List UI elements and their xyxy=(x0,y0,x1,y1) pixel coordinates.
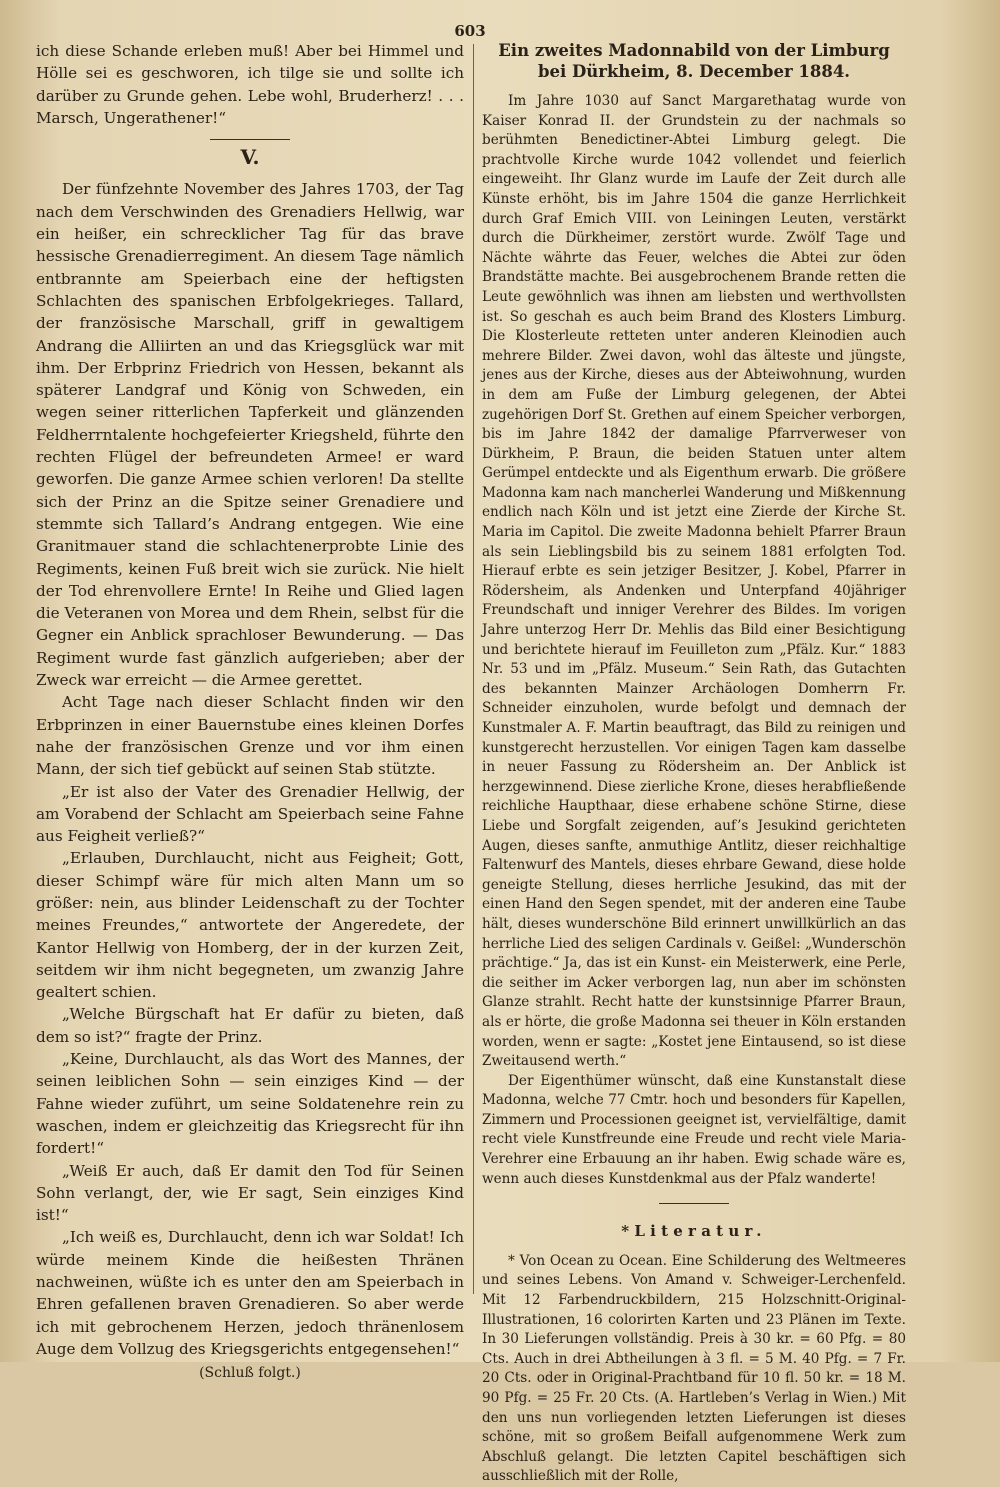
story-paragraph: „Ich weiß es, Durchlaucht, denn ich war Soldat! Ich würde meinem Kinde die heißesten Thränen nachweinen, wüßte ich es unter den am Speierbach in Ehren gefallenen braven Grenadieren. So aber werde ich mit gebrochenem Herzen, jedoch thränenlosem Auge dem Vollzug des Kriegsgerichts entgegensehen!“ xyxy=(36,1228,464,1358)
article-title: Ein zweites Madonnabild von der Limburg bei Dürkheim, 8. December 1884. xyxy=(498,41,890,81)
story-paragraph: Der fünfzehnte November des Jahres 1703, der Tag nach dem Verschwinden des Grenadiers Hellwig, war ein heißer, ein schrecklicher Tag für das brave hessische Grenadierregiment. An diesem Tage nämlich entbrannte am Speierbach eine der heftigsten Schlachten des spanischen Erbfolgekrieges. Tallard, der französische Marschall, griff in gewaltigem Andrang die Alliirten an und das Kriegsglück war mit ihm. Der Erbprinz Friedrich von Hessen, bekannt als späterer Landgraf und König von Schweden, ein wegen seiner ritterlichen Tapferkeit und glänzenden Feldherrntalente hochgefeierter Kriegsheld, führte den rechten Flügel der befreundeten Armee! er ward geworfen. Die ganze Armee schien verloren! Da stellte sich der Prinz an die Spitze seiner Grenadiere und stemmte sich Tallard’s Andrang entgegen. Wie eine Granitmauer stand die schlachtenerprobte Linie des Regiments, keinen Fuß breit wich sie zurück. Nie hielt der Tod ehrenvollere Ernte! In Reihe und Glied lagen die Veteranen von Morea und dem Rhein, selbst für die Gegner ein Anblick sprachloser Bewunderung. — Das Regiment wurde fast gänzlich aufgerieben; aber der Zweck war erreicht — die Armee gerettet. xyxy=(36,180,464,690)
story-paragraph: Acht Tage nach dieser Schlacht finden wir den Erbprinzen in einer Bauernstube eines kleinen Dorfes nahe der französischen Grenze und vor ihm einen Mann, der sich tief gebückt auf seinen Stab stützte. xyxy=(36,693,464,779)
article-end-rule xyxy=(659,1203,729,1204)
story-paragraph: „Er ist also der Vater des Grenadier Hellwig, der am Vorabend der Schlacht am Speierbach seine Fahne aus Feigheit verließ?“ xyxy=(36,782,464,846)
literature-heading: *Literatur. xyxy=(621,1222,767,1241)
section-divider xyxy=(210,139,290,140)
story-paragraph: „Keine, Durchlaucht, als das Wort des Mannes, der seinen leiblichen Sohn — sein einziges Kind — der Fahne wieder zuführt, um seine Soldatenehre rein zu waschen, indem er gleichzeitig das Kriegsrecht für ihn fordert!“ xyxy=(36,1050,464,1158)
right-column xyxy=(482,40,906,1487)
article-paragraph: Der Eigenthümer wünscht, daß eine Kunstanstalt diese Madonna, welche 77 Cmtr. hoch und besonders für Kapellen, Zimmern und Processionen geeignet ist, vervielfältige, damit recht viele Kunstfreunde eine Freude und recht viele Maria-Verehrer eine Erbauung an ihr haben. Ewig schade wäre es, wenn auch dieses Kunstdenkmal aus der Pfalz wanderte! xyxy=(482,1072,906,1187)
story-paragraph: „Erlauben, Durchlaucht, nicht aus Feigheit; Gott, dieser Schimpf wäre für mich alten Mann um so größer: nein, aus blinder Leidenschaft zu der Tochter meines Freundes,“ antwortete der Angeredete, der Kantor Hellwig von Homberg, der in der kurzen Zeit, seitdem wir ihm nicht begegneten, um zwanzig Jahre gealtert schien. xyxy=(36,849,464,1002)
intro-paragraph: ich diese Schande erleben muß! Aber bei Himmel und Hölle sei es geschworen, ich tilge sie und sollte ich darüber zu Grunde gehen. Lebe wohl, Bruderherz! . . . Marsch, Ungerathener!“ xyxy=(36,42,464,127)
story-paragraph: „Welche Bürgschaft hat Er dafür zu bieten, daß dem so ist?“ fragte der Prinz. xyxy=(36,1005,464,1046)
page-number: 603 xyxy=(454,22,486,40)
column-divider xyxy=(473,44,474,1294)
story-paragraph: „Weiß Er auch, daß Er damit den Tod für Seinen Sohn verlangt, der, wie Er sagt, Sein einziges Kind ist!“ xyxy=(36,1161,464,1225)
literature-paragraph: * Von Ocean zu Ocean. Eine Schilderung des Weltmeeres und seines Lebens. Von Amand v. Schweiger-Lerchenfeld. Mit 12 Farbendruckbildern, 215 Holzschnitt-Original-Illustrationen, 16 colorirten Karten und 23 Plänen im Texte. In 30 Lieferungen vollständig. Preis à 30 kr. = 60 Pfg. = 80 Cts. Auch in drei Abtheilungen à 3 fl. = 5 M. 40 Pfg. = 7 Fr. 20 Cts. oder in Original-Prachtband für 10 fl. 50 kr. = 18 M. 90 Pfg. = 25 Fr. 20 Cts. (A. Hartleben’s Verlag in Wien.) Mit den uns nun vorliegenden letzten Lieferungen ist dieses schöne, mit so großem Beifall aufgenommene Werk zum Abschluß gelangt. Die letzten Capitel beschäftigen sich ausschließlich mit der Rolle, xyxy=(482,1252,906,1485)
left-column xyxy=(36,40,464,1385)
article-paragraph: Im Jahre 1030 auf Sanct Margarethatag wurde von Kaiser Konrad II. der Grundstein zu der nachmals so berühmten Benedictiner-Abtei Limburg gelegt. Die prachtvolle Kirche wurde 1042 vollendet und feierlich eingeweiht. Ihr Glanz wurde im Laufe der Zeit durch alle Künste erhöht, bis im Jahre 1504 die ganze Herrlichkeit durch Graf Emich VIII. von Leiningen Leuten, verstärkt durch die Dürkheimer, zerstört wurde. Zwölf Tage und Nächte währte das Feuer, welches die Abtei zur öden Brandstätte machte. Bei ausgebrochenem Brande retten die Leute gewöhnlich was ihnen am liebsten und werthvollsten ist. So geschah es auch beim Brand des Klosters Limburg. Die Klosterleute retteten unter anderen Kleinodien auch mehrere Bilder. Zwei davon, wohl das älteste und jüngste, jenes aus der Kirche, dieses aus der Abteiwohnung, wurden in dem am Fuße der Limburg gelegenen, der Abtei zugehörigen Dorf St. Grethen auf einem Speicher verborgen, bis im Jahre 1842 der damalige Pfarrverweser von Dürkheim, P. Braun, die beiden Statuen unter altem Gerümpel entdeckte und als Eigenthum erwarb. Die größere Madonna kam nach mancherlei Wanderung und Mißkennung endlich nach Köln und ist jetzt eine Zierde der Kirche St. Maria im Capitol. Die zweite Madonna behielt Pfarrer Braun als sein Lieblingsbild bis zu seinem 1881 erfolgten Tod. Hierauf erbte es sein jetziger Besitzer, J. Kobel, Pfarrer in Rödersheim, als Andenken und Unterpfand 40jähriger Freundschaft und inniger Verehrer des Bildes. Im vorigen Jahre unterzog Herr Dr. Mehlis das Bild einer Besichtigung und berichtete hierauf im Feuilleton zum „Pfälz. Kur.“ 1883 Nr. 53 und im „Pfälz. Museum.“ Sein Rath, das Gutachten des bekannten Mainzer Archäologen Domherrn Fr. Schneider einzuholen, wurde befolgt und demnach der Kunstmaler A. F. Martin beauftragt, das Bild zu reinigen und kunstgerecht herzustellen. Vor einigen Tagen kam dasselbe in neuer Fassung zu Rödersheim an. Der Anblick ist herzgewinnend. Diese zierliche Krone, dieses herabfließende reichliche Haupthaar, diese erhabene schöne Stirne, diese Liebe und Sorgfalt zeigenden, auf’s Jesukind gerichteten Augen, dieses sanfte, anmuthige Antlitz, dieser reichhaltige Faltenwurf des Mantels, dieses ehrbare Gewand, diese holde geneigte Stellung, dieses herrliche Jesukind, das mit der einen Hand den Segen spendet, mit der anderen eine Taube hält, dieses wunderschöne Bild erinnert unwillkürlich an das herrliche Lied des seligen Cardinals v. Geißel: „Wunderschön prächtige.“ Ja, das ist ein Kunst- ein Meisterwerk, eine Perle, die seither im Acker verborgen lag, nun aber im schönsten Glanze strahlt. Recht hatte der kunstsinnige Pfarrer Braun, als er hörte, die große Madonna sei theuer in Köln erstanden worden, wenn er sagte: „Kostet jene Eintausend, so ist diese Zweitausend werth.“ xyxy=(482,93,906,1070)
continuation-note: (Schluß folgt.) xyxy=(199,1365,301,1382)
section-number: V. xyxy=(240,145,260,170)
